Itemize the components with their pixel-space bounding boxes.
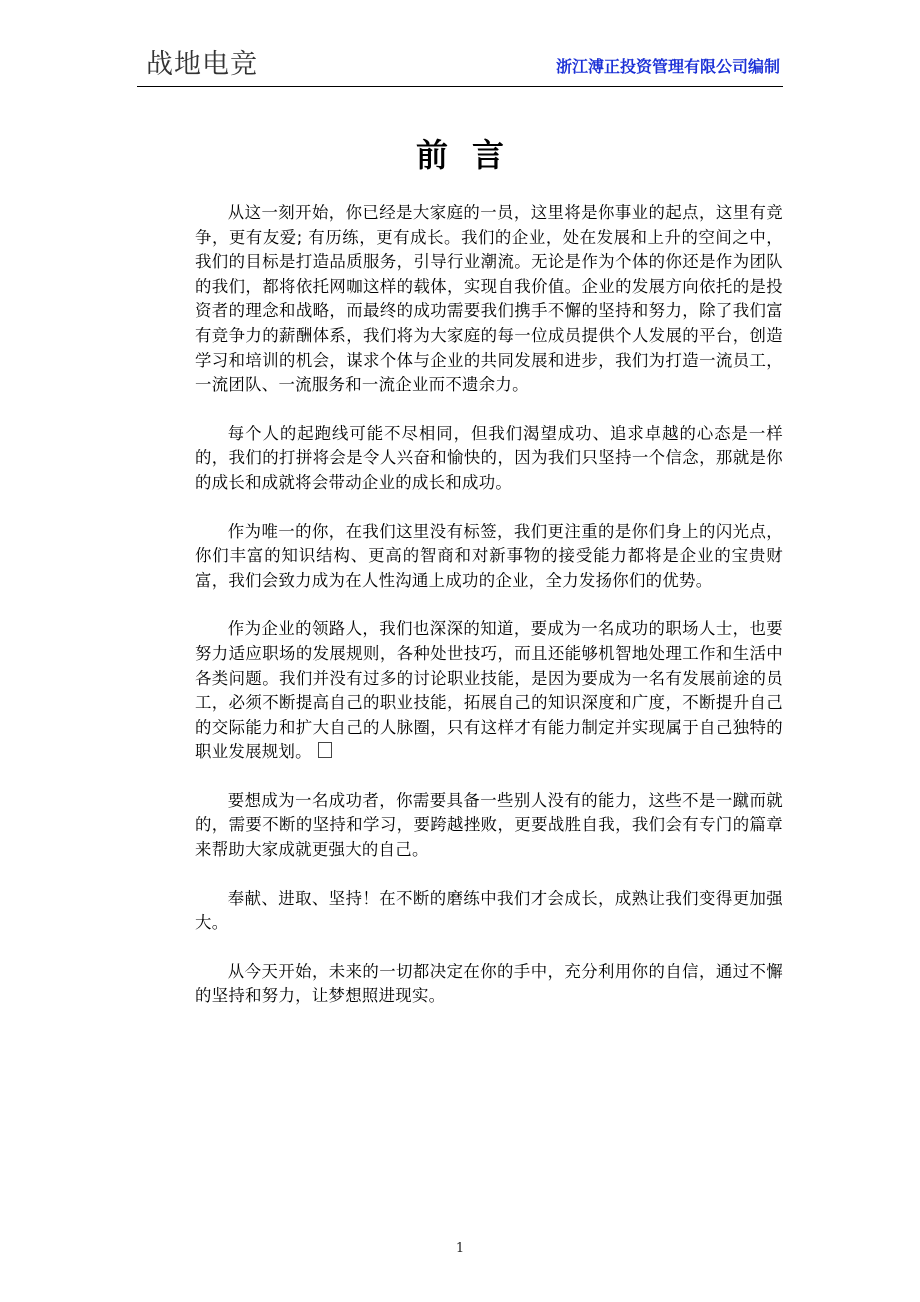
paragraph-1: 从这一刻开始，你已经是大家庭的一员，这里将是你事业的起点，这里有竞争，更有友爱; 有历练，更有成长。我们的企业，处在发展和上升的空间之中，我们的目标是打造品质服务，引导行业潮流。无论是作为个体的你还是作为团队的我们，都将依托网咖这样的载体，实现自我价值。企业的发展方向依托的是投资者的理念和战略，而最终的成功需要我们携手不懈的坚持和努力，除了我们富有竞争力的薪酬体系，我们将为大家庭的每一位成员提供个人发展的平台，创造学习和培训的机会，谋求个体与企业的共同发展和进步，我们为打造一流员工，一流团队、一流服务和一流企业而不遗余力。 — [195, 203, 783, 395]
page-number: 1 — [455, 1241, 465, 1256]
paragraph-4-text: 作为企业的领路人，我们也深深的知道，要成为一名成功的职场人士，也要努力适应职场的发展规则，各种处世技巧，而且还能够机智地处理工作和生活中各类问题。我们并没有过多的讨论职业技能，是因为要成为一名有发展前途的员工，必须不断提高自己的职业技能，拓展自己的知识深度和广度，不断提升自己的交际能力和扩大自己的人脉圈，只有这样才有能力制定并实现属于自己独特的职业发展规划。 — [195, 619, 783, 762]
brand-name: 战地电竞 — [146, 49, 258, 80]
paragraph-2: 每个人的起跑线可能不尽相同，但我们渴望成功、追求卓越的心态是一样的，我们的打拼将会是令人兴奋和愉快的，因为我们只坚持一个信念，那就是你的成长和成就将会带动企业的成长和成功。 — [195, 423, 783, 492]
page-header — [137, 44, 783, 87]
paragraph-3: 作为唯一的你，在我们这里没有标签，我们更注重的是你们身上的闪光点，你们丰富的知识结构、更高的智商和对新事物的接受能力都将是企业的宝贵财富，我们会致力成为在人性沟通上成功的企业，全力发扬你们的优势。 — [195, 521, 783, 590]
paragraph-4 — [195, 617, 783, 765]
paragraph-7: 从今天开始，未来的一切都决定在你的手中，充分利用你的自信，通过不懈的坚持和努力，让梦想照进现实。 — [195, 961, 783, 1006]
paragraph-5: 要想成为一名成功者，你需要具备一些别人没有的能力，这些不是一蹴而就的，需要不断的坚持和学习，要跨越挫败，更要战胜自我，我们会有专门的篇章来帮助大家成就更强大的自己。 — [195, 790, 783, 860]
company-name: 浙江溥正投资管理有限公司编制 — [555, 57, 780, 76]
page-title: 前言 — [415, 136, 528, 174]
placeholder-box-icon — [318, 742, 332, 758]
document-body — [195, 201, 783, 1033]
paragraph-6: 奉献、进取、坚持！在不断的磨练中我们才会成长，成熟让我们变得更加强大。 — [195, 888, 783, 933]
